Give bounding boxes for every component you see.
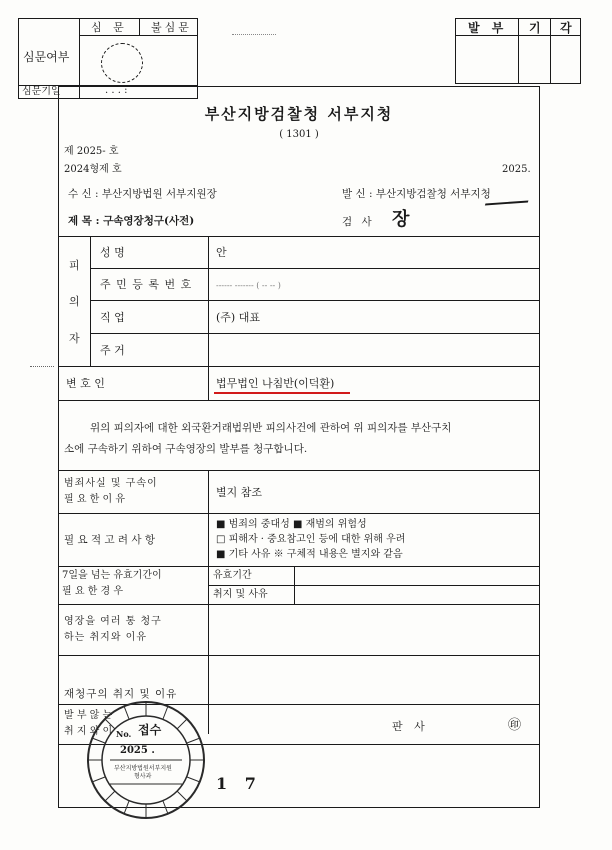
stamp-org-2: 형사과 (134, 773, 152, 780)
lawyer-underline (214, 392, 350, 394)
consider-label: 필 요 적 고 려 사 항 (64, 534, 156, 546)
body-line-2: 소에 구속하기 위하여 구속영장의 발부를 청구합니다. (64, 443, 308, 455)
validity-reason-label: 취지 및 사유 (213, 589, 268, 600)
name-label: 성 명 (100, 246, 125, 259)
issue-col-issue: 발 부 (468, 21, 508, 35)
issue-col-reject: 각 (560, 21, 572, 35)
doc-date: 2025. (502, 164, 531, 175)
review-mark (101, 43, 143, 83)
validity-period-label: 유효기간 (213, 570, 252, 581)
rrn-value: ------ ------- ( -- -- ) (216, 281, 281, 290)
consider-item-3: ■ 기타 사유 ※ 구체적 내용은 별지와 같음 (216, 549, 403, 560)
stamp-ring-graphic (86, 700, 206, 820)
prosecutor-label: 검 사 (342, 216, 375, 228)
name-value: 안 (216, 246, 227, 259)
review-col-no: 불심문 (151, 21, 192, 34)
crime-value: 별지 참조 (216, 486, 263, 499)
subject: 제 목 : 구속영장청구(사전) (68, 215, 195, 227)
suspect-side-label-2: 의 (69, 295, 80, 308)
validity-label-2: 필 요 한 경 우 (62, 586, 124, 597)
scan-mark-left (30, 366, 54, 368)
multi-label-2: 하는 취지와 이유 (64, 632, 147, 643)
issue-reason-label-1: 발 부 않 는 (64, 710, 113, 721)
rrn-label: 주 민 등 록 번 호 (100, 278, 193, 291)
body-line-1: 위의 피의자에 대한 외국환거래법위반 피의사건에 관하여 위 피의자를 부산구치 (90, 422, 452, 434)
case-number: 2024형제 호 (64, 164, 122, 175)
suspect-side-label-1: 피 (69, 259, 80, 272)
sender-signature (485, 185, 533, 206)
lawyer-label: 변 호 인 (66, 377, 105, 390)
issue-box (455, 18, 581, 84)
review-label: 심문여부 (23, 50, 70, 64)
stamp-center-label: 접수 (138, 723, 162, 737)
review-date-value: . . . : (105, 85, 128, 96)
recipient: 수 신 : 부산지방법원 서부지원장 (68, 188, 217, 200)
issue-reason-label-2: 취 지 와 이 (64, 726, 113, 737)
crime-label-1: 범죄사실 및 구속이 (64, 478, 158, 489)
sender: 발 신 : 부산지방검찰청 서부지청 (342, 188, 491, 200)
office-code: ( 1301 ) (279, 129, 319, 140)
judge-seal: ㊞ (508, 718, 522, 733)
address-label: 주 거 (100, 344, 125, 357)
judge-label: 판 사 (392, 720, 429, 733)
page-title: 부산지방검찰청 서부지청 (204, 105, 394, 123)
job-value: (주) 대표 (216, 311, 260, 324)
issue-col-dismiss: 기 (529, 21, 541, 35)
doc-number: 제 2025- 호 (64, 146, 119, 157)
prosecutor-seal: 장 (392, 209, 410, 230)
receipt-stamp (86, 700, 206, 820)
stamp-no-label: No. (116, 729, 132, 739)
page-number: 1 7 (216, 774, 262, 793)
consider-item-2: □ 피해자 · 중요참고인 등에 대한 위해 우려 (216, 534, 406, 545)
review-date-label: 심문기일 (22, 86, 61, 97)
job-label: 직 업 (100, 311, 125, 324)
review-box (18, 18, 198, 86)
validity-label-1: 7일을 넘는 유효기간이 (62, 570, 162, 581)
reclaim-label: 재청구의 취지 및 이유 (64, 688, 178, 700)
lawyer-value: 법무법인 나침반(이덕환) (216, 377, 335, 390)
stamp-year: 2025 . (120, 745, 155, 756)
consider-item-1: ■ 범죄의 중대성 ■ 재범의 위험성 (216, 519, 367, 530)
suspect-side-label-3: 자 (69, 332, 80, 345)
crime-label-2: 필 요 한 이 유 (64, 494, 126, 505)
review-col-yes: 심 문 (91, 21, 128, 34)
stamp-org-1: 부산지방법원서부지원 (114, 765, 172, 772)
multi-label-1: 영장을 여러 통 청구 (64, 616, 162, 627)
scan-mark (232, 34, 276, 36)
